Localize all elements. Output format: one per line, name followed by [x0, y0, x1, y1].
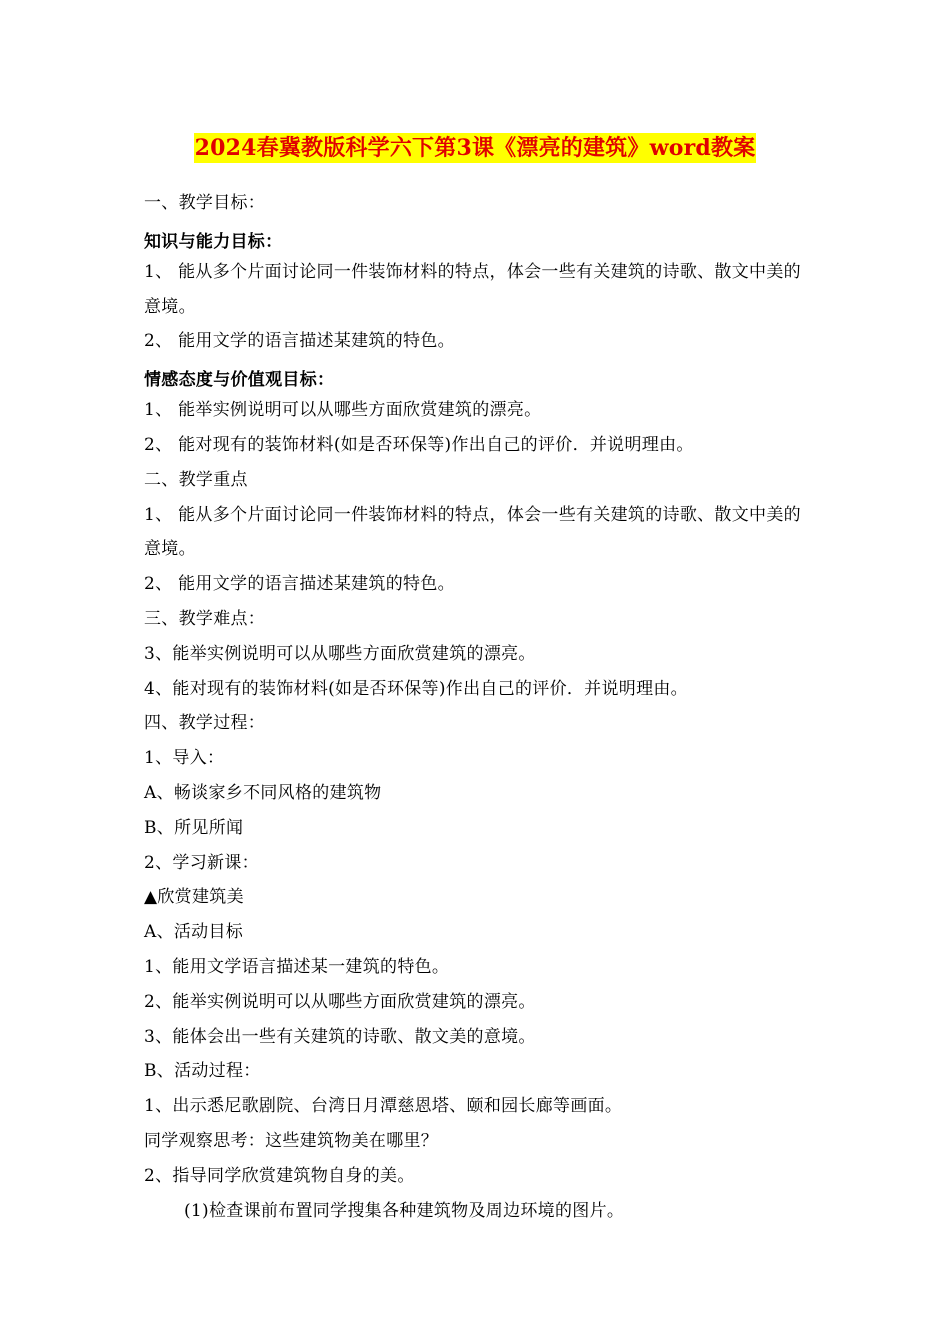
paragraph-line: 1、 能从多个片面讨论同一件装饰材料的特点，体会一些有关建筑的诗歌、散文中美的意境。	[144, 261, 801, 317]
paragraph-line: 1、能用文学语言描述某一建筑的特色。	[144, 956, 450, 977]
paragraph-line: 四、教学过程：	[144, 713, 266, 734]
paragraph-line: 三、教学难点：	[144, 608, 266, 629]
paragraph-line: 1、 能举实例说明可以从哪些方面欣赏建筑的漂亮。	[144, 400, 542, 421]
paragraph-line: 2、能举实例说明可以从哪些方面欣赏建筑的漂亮。	[144, 991, 536, 1012]
paragraph-line: 4、能对现有的装饰材料(如是否环保等)作出自己的评价．并说明理由。	[144, 678, 688, 699]
paragraph-line: 二、教学重点	[144, 469, 248, 490]
paragraph-line: A、畅谈家乡不同风格的建筑物	[144, 782, 382, 803]
paragraph-line: 3、能举实例说明可以从哪些方面欣赏建筑的漂亮。	[144, 643, 536, 664]
paragraph-line: 1、导入：	[144, 748, 225, 769]
paragraph-line: 2、 能用文学的语言描述某建筑的特色。	[144, 331, 455, 352]
title-container	[0, 133, 950, 163]
section-subheading: 情感态度与价值观目标：	[144, 370, 335, 391]
paragraph-line: 2、指导同学欣赏建筑物自身的美。	[144, 1165, 415, 1186]
paragraph-line: 2、 能对现有的装饰材料(如是否环保等)作出自己的评价．并说明理由。	[144, 434, 694, 455]
section-subheading: 知识与能力目标：	[144, 231, 283, 252]
document-body	[144, 186, 808, 1228]
paragraph-line: A、活动目标	[144, 922, 244, 943]
paragraph-line: B、活动过程：	[144, 1061, 261, 1082]
document-title: 2024春冀教版科学六下第3课《漂亮的建筑》word教案	[194, 135, 756, 161]
paragraph-line: 3、能体会出一些有关建筑的诗歌、散文美的意境。	[144, 1026, 536, 1047]
paragraph-line: 1、出示悉尼歌剧院、台湾日月潭慈恩塔、颐和园长廊等画面。	[144, 1096, 623, 1117]
paragraph-line: 2、学习新课：	[144, 852, 259, 873]
paragraph-line: B、所见所闻	[144, 817, 244, 838]
paragraph-line: 1、 能从多个片面讨论同一件装饰材料的特点，体会一些有关建筑的诗歌、散文中美的意境。	[144, 504, 801, 560]
paragraph-line: (1)检查课前布置同学搜集各种建筑物及周边环境的图片。	[184, 1200, 625, 1221]
paragraph-line: 同学观察思考：这些建筑物美在哪里？	[144, 1130, 439, 1151]
paragraph-line: 一、教学目标：	[144, 193, 266, 213]
paragraph-line: ▲欣赏建筑美	[144, 887, 244, 908]
paragraph-line: 2、 能用文学的语言描述某建筑的特色。	[144, 574, 455, 595]
